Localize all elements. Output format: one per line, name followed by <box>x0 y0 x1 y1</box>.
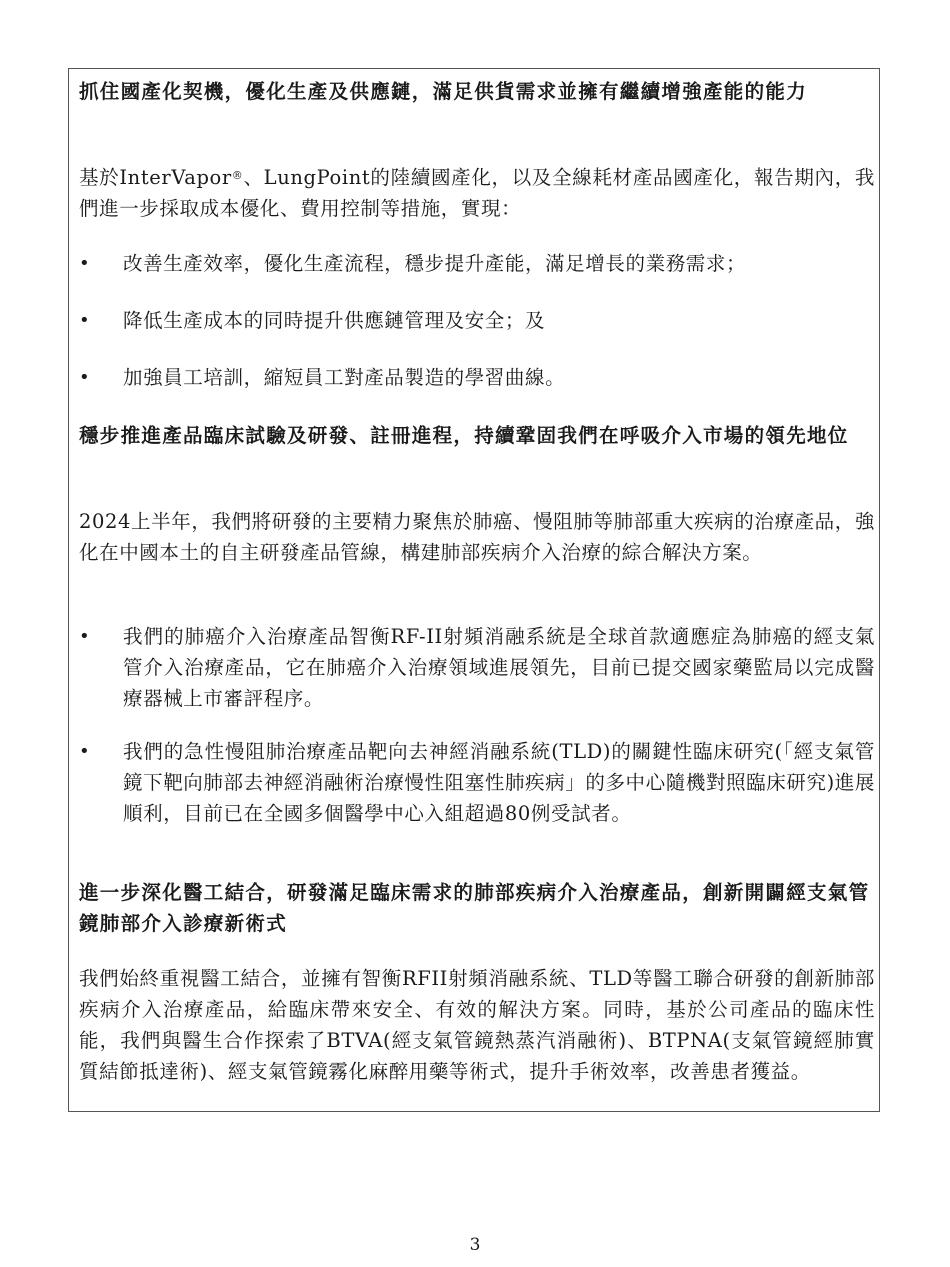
bullet-icon: • <box>79 741 91 762</box>
content-frame <box>68 68 880 1112</box>
section-heading-med-eng: 進一步深化醫工結合，研發滿足臨床需求的肺部疾病介入治療產品，創新開闢經支氣管鏡肺部介入診療新術式 <box>79 881 870 935</box>
bullet-icon: • <box>79 253 91 274</box>
page-number: 3 <box>469 1235 481 1255</box>
registered-mark: ® <box>231 169 244 182</box>
section-paragraph-clinical: 2024上半年，我們將研發的主要精力聚焦於肺癌、慢阻肺等肺部重大疾病的治療產品，強化在中國本土的自主研發產品管線，構建肺部疾病介入治療的綜合解決方案。 <box>79 510 875 564</box>
list-item-text: 我們的急性慢阻肺治療產品靶向去神經消融系統(TLD)的關鍵性臨床研究(「經支氣管鏡下靶向肺部去神經消融術治療慢性阻塞性肺疾病」的多中心隨機對照臨床研究)進展順利，目前已在全國多個醫學中心入組超過80例受試者。 <box>123 740 875 825</box>
bullet-icon: • <box>79 310 91 331</box>
section-heading-localization: 抓住國產化契機，優化生產及供應鏈，滿足供貨需求並擁有繼續增強產能的能力 <box>79 80 808 103</box>
list-item-text: 我們的肺癌介入治療產品智衡RF-II射頻消融系統是全球首款適應症為肺癌的經支氣管介入治療產品，它在肺癌介入治療領域進展領先，目前已提交國家藥監局以完成醫療器械上市審評程序。 <box>123 625 875 710</box>
paragraph-part1: 基於InterVapor <box>79 166 232 189</box>
list-item-text: 加強員工培訓，縮短員工對產品製造的學習曲線。 <box>123 366 566 389</box>
section-paragraph-localization <box>79 162 875 224</box>
section-heading-clinical: 穩步推進產品臨床試驗及研發、註冊進程，持續鞏固我們在呼吸介入市場的領先地位 <box>79 424 849 447</box>
bullet-icon: • <box>79 367 91 388</box>
section-paragraph-med-eng: 我們始終重視醫工結合，並擁有智衡RFII射頻消融系統、TLD等醫工聯合研發的創新肺部疾病介入治療產品，給臨床帶來安全、有效的解決方案。同時，基於公司產品的臨床性能，我們與醫生合作探索了BTVA(經支氣管鏡熱蒸汽消融術)、BTPNA(支氣管鏡經肺實質結節抵達術)、經支氣管鏡霧化麻醉用藥等術式，提升手術效率，改善患者獲益。 <box>79 967 875 1083</box>
list-item-text: 降低生產成本的同時提升供應鏈管理及安全；及 <box>123 309 546 332</box>
paragraph-part2: 、LungPoint的陸續國產化，以及全線耗材產品國產化，報告期內，我們進一步採取成本優化、費用控制等措施，實現： <box>79 166 875 220</box>
list-item-text: 改善生產效率，優化生產流程，穩步提升產能，滿足增長的業務需求； <box>123 252 747 275</box>
bullet-icon: • <box>79 626 91 647</box>
